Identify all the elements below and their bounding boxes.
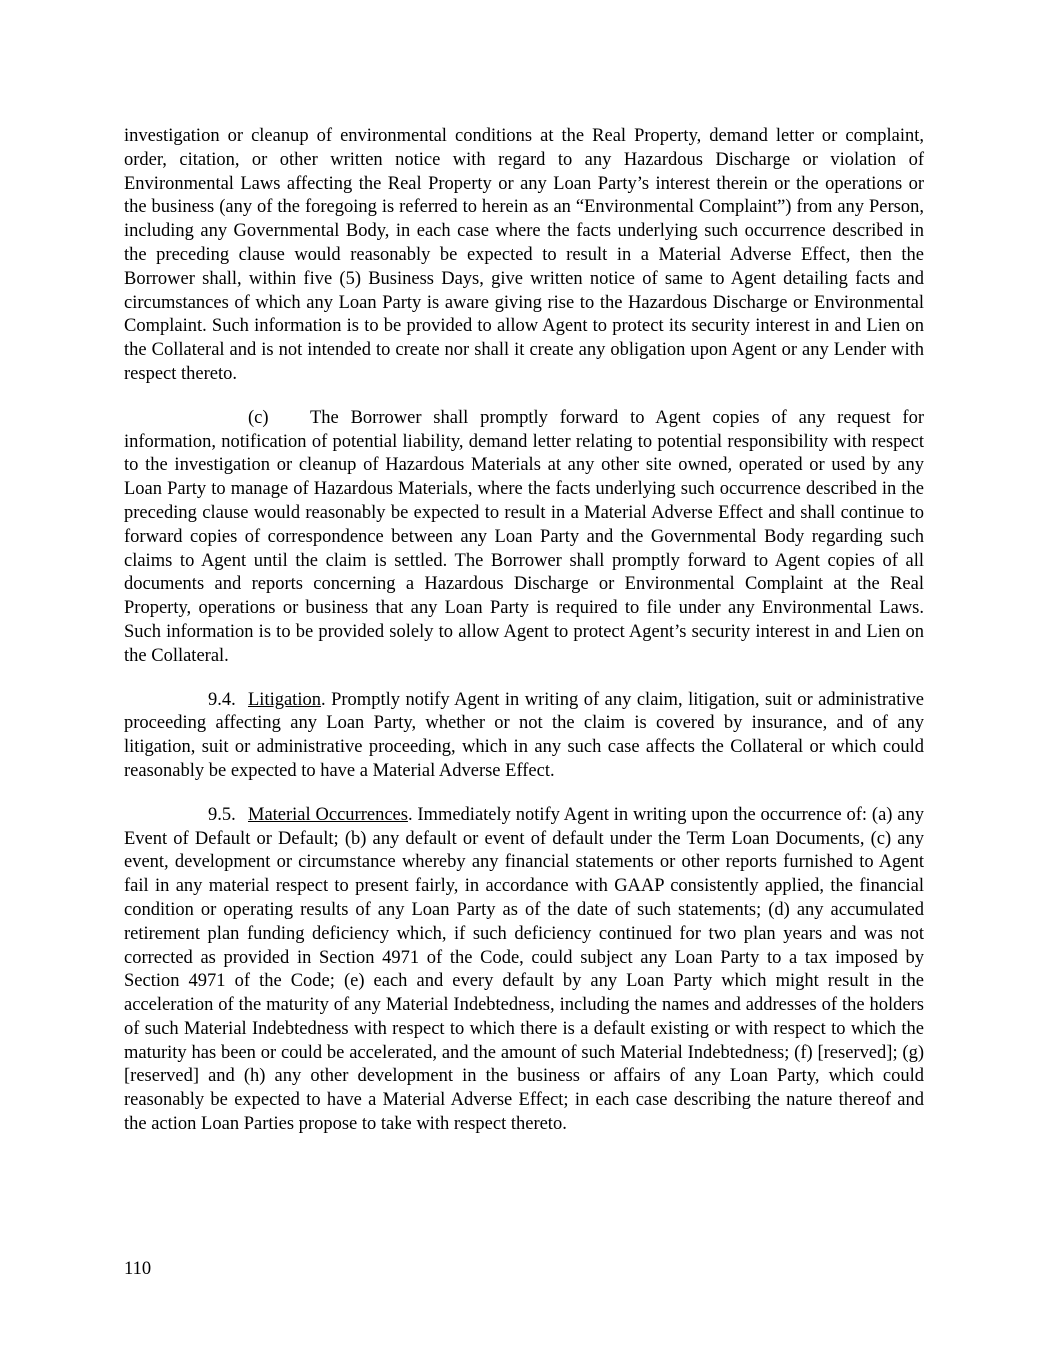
clause-c-label: (c) (248, 407, 269, 428)
page-number: 110 (124, 1259, 152, 1279)
section-9-4-paragraph (124, 689, 924, 784)
paragraph-continuation (124, 125, 924, 387)
section-9-5-number: 9.5. (208, 804, 236, 825)
section-9-5-text: . Immediately notify Agent in writing upon the occurrence of: (a) any Event of Default or Default; (b) any default or event of default under the Term Loan Documents, (c) any event, development or circumstance whereby any financial statements or other reports furnished to Agent fail in any material respect to present fairly, in accordance with GAAP consistently applied, the financial condition or operating results of any Loan Party as of the date of such statements; (d) any accumulated retirement plan funding deficiency which, if such deficiency continued for two plan years and was not corrected as provided in Section 4971 of the Code, could subject any Loan Party to a tax imposed by Section 4971 of the Code; (e) each and every default by any Loan Party which might result in the acceleration of the maturity of any Material Indebtedness, including the names and addresses of the holders of such Material Indebtedness with respect to which there is a default existing or with respect to which the maturity has been or could be accelerated, and the amount of such Material Indebtedness; (f) [reserved]; (g) [reserved] and (h) any other development in the business or affairs of any Loan Party, which could reasonably be expected to have a Material Adverse Effect; in each case describing the nature thereof and the action Loan Parties propose to take with respect thereto. (124, 804, 924, 1135)
document-body (124, 125, 924, 1137)
section-9-5-heading: Material Occurrences (248, 804, 408, 825)
clause-c-text: The Borrower shall promptly forward to Agent copies of any request for information, notification of potential liability, demand letter relating to potential responsibility with respect to the investigation or cleanup of Hazardous Materials at any other site owned, operated or used by any Loan Party to manage of Hazardous Materials, where the facts underlying such occurrence described in the preceding clause would reasonably be expected to result in a Material Adverse Effect and shall continue to forward copies of correspondence between any Loan Party and the Governmental Body regarding such claims to Agent until the claim is settled. The Borrower shall promptly forward to Agent copies of all documents and reports concerning a Hazardous Discharge or Environmental Complaint at the Real Property, operations or business that any Loan Party is required to file under any Environmental Laws. Such information is to be provided solely to allow Agent to protect Agent’s security interest in and Lien on the Collateral. (124, 407, 924, 666)
section-9-4-text: . Promptly notify Agent in writing of any claim, litigation, suit or administrative proceeding affecting any Loan Party, whether or not the claim is covered by insurance, and of any litigation, suit or administrative proceeding, which in any such case affects the Collateral or which could reasonably be expected to have a Material Adverse Effect. (124, 689, 924, 781)
paragraph-continuation-text: investigation or cleanup of environmental conditions at the Real Property, demand letter or complaint, order, citation, or other written notice with regard to any Hazardous Discharge or violation of Environmental Laws affecting the Real Property or any Loan Party’s interest therein or the operations or the business (any of the foregoing is referred to herein as an “Environmental Complaint”) from any Person, including any Governmental Body, in each case where the facts underlying such occurrence described in the preceding clause would reasonably be expected to result in a Material Adverse Effect, then the Borrower shall, within five (5) Business Days, give written notice of same to Agent detailing facts and circumstances of which any Loan Party is aware giving rise to the Hazardous Discharge or Environmental Complaint. Such information is to be provided to allow Agent to protect its security interest in and Lien on the Collateral and is not intended to create nor shall it create any obligation upon Agent or any Lender with respect thereto. (124, 126, 924, 384)
clause-c-paragraph (124, 407, 924, 669)
section-9-4-number: 9.4. (208, 689, 236, 710)
section-9-4-heading: Litigation (248, 689, 321, 710)
section-9-5-paragraph (124, 804, 924, 1137)
